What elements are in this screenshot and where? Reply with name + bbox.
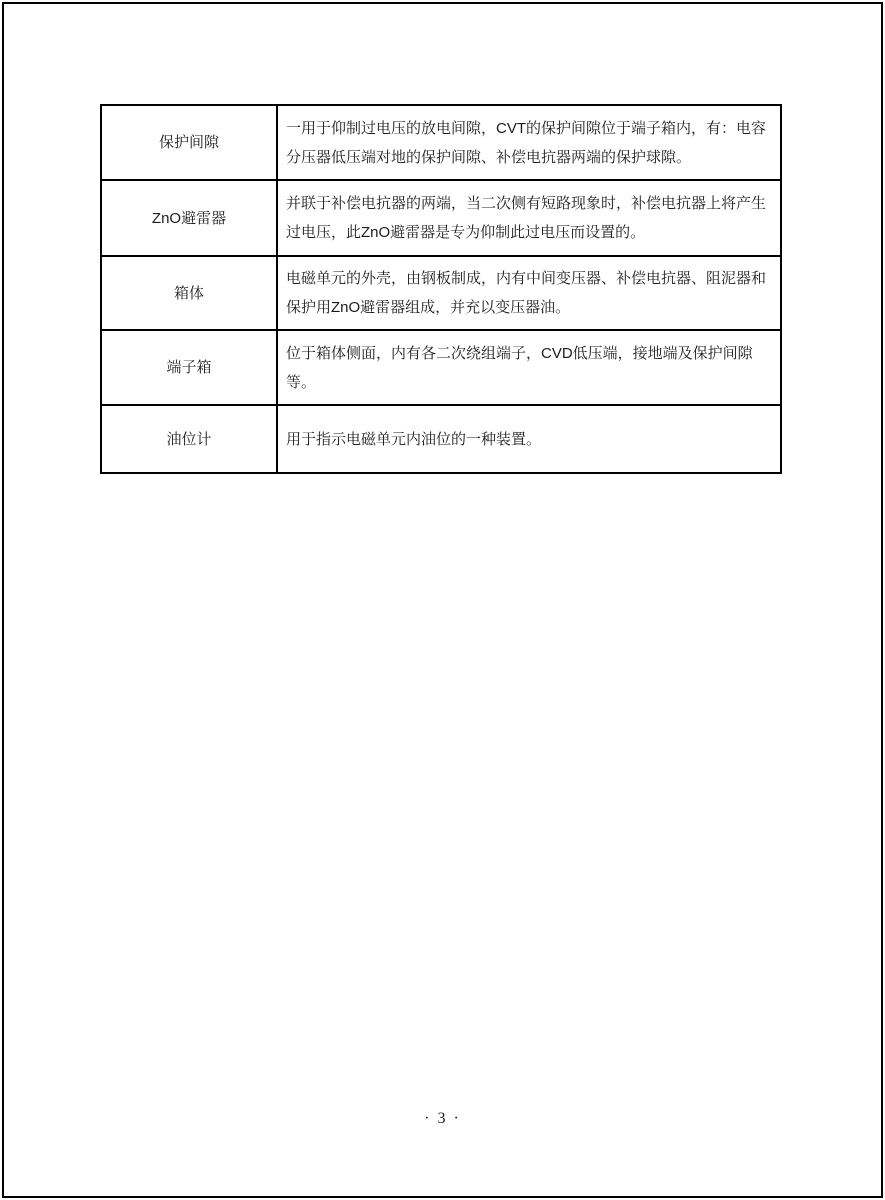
definition-cell: 用于指示电磁单元内油位的一种装置。	[277, 405, 781, 473]
definition-cell: 位于箱体侧面，内有各二次绕组端子，CVD低压端，接地端及保护间隙等。	[277, 330, 781, 405]
term-cell: 保护间隙	[101, 105, 277, 180]
term-cell: ZnO避雷器	[101, 180, 277, 256]
term-cell: 端子箱	[101, 330, 277, 405]
table-row	[101, 405, 781, 473]
definition-cell: 并联于补偿电抗器的两端，当二次侧有短路现象时，补偿电抗器上将产生过电压，此ZnO避雷器是专为仰制此过电压而设置的。	[277, 180, 781, 256]
definitions-table	[100, 104, 782, 474]
definition-cell: 电磁单元的外壳，由钢板制成，内有中间变压器、补偿电抗器、阻泥器和保护用ZnO避雷器组成，并充以变压器油。	[277, 256, 781, 330]
term-cell: 箱体	[101, 256, 277, 330]
table-row	[101, 105, 781, 180]
definition-cell: 一用于仰制过电压的放电间隙，CVT的保护间隙位于端子箱内，有：电容分压器低压端对地的保护间隙、补偿电抗器两端的保护球隙。	[277, 105, 781, 180]
term-cell: 油位计	[101, 405, 277, 473]
page-number: · 3 ·	[424, 1110, 461, 1127]
table-row	[101, 256, 781, 330]
table-row	[101, 330, 781, 405]
table-row	[101, 180, 781, 256]
